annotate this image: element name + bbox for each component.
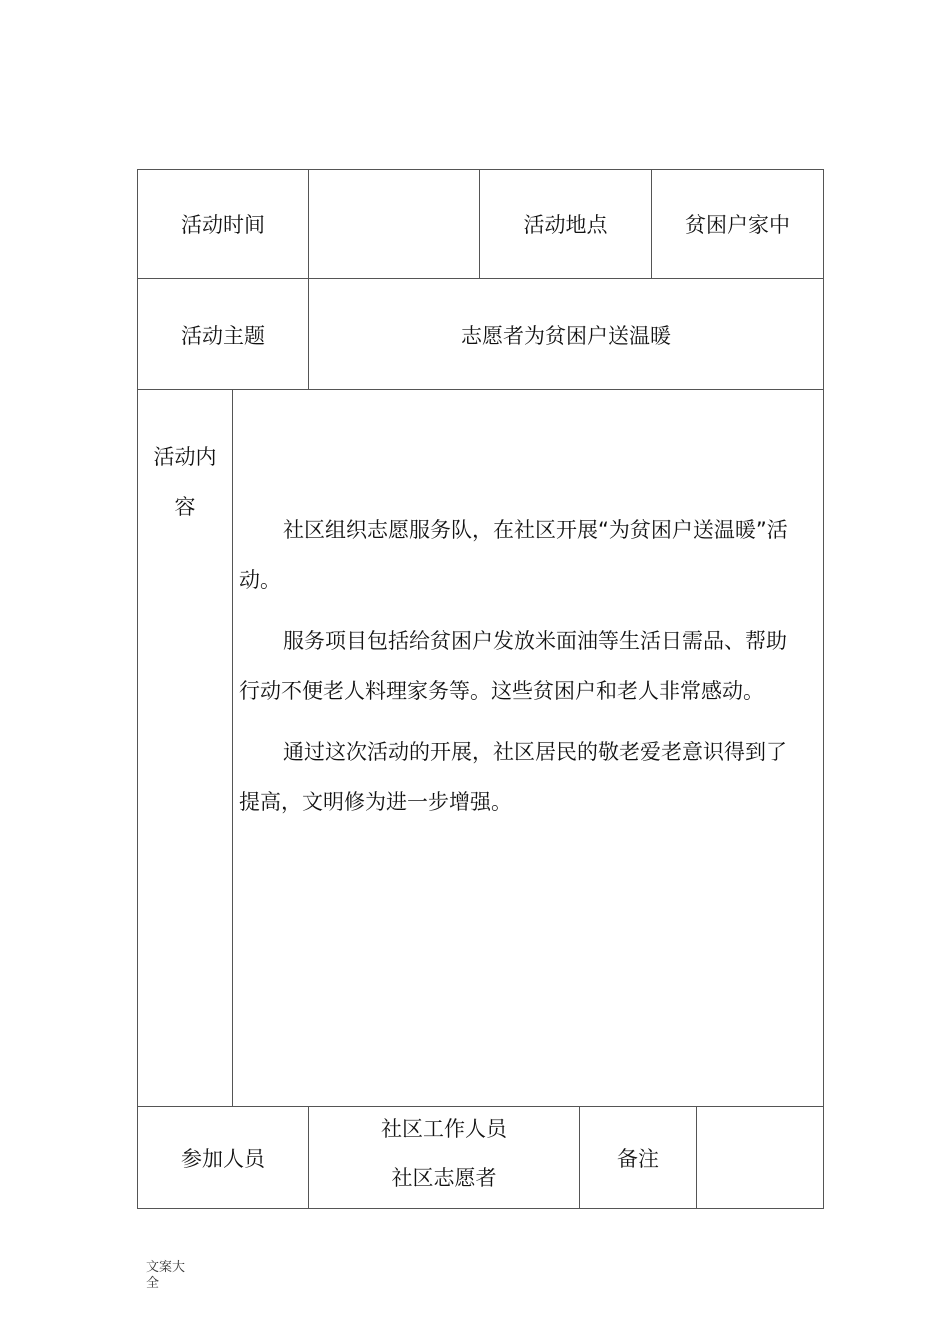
col-divider-r3	[232, 389, 233, 1107]
participants-label: 参加人员	[181, 1147, 265, 1171]
content-paragraph: 通过这次活动的开展，社区居民的敬老爱老意识得到了提高，文明修为进一步增强。	[239, 740, 787, 814]
col-divider-r4-c	[696, 1106, 697, 1209]
col-divider-r1-a	[308, 169, 309, 279]
activity-place-label: 活动地点	[523, 213, 608, 237]
footer-note: 文案大全	[146, 1260, 186, 1291]
activity-content-body	[239, 505, 805, 838]
activity-time-label: 活动时间	[181, 213, 265, 237]
activity-theme-value: 志愿者为贫困户送温暖	[461, 324, 671, 348]
activity-content-label-line2: 容	[174, 495, 196, 519]
row-divider-2	[137, 389, 824, 390]
row-divider-3	[137, 1106, 824, 1107]
content-paragraph: 服务项目包括给贫困户发放米面油等生活日需品、帮助行动不便老人料理家务等。这些贫困户和老人非常感动。	[239, 629, 787, 703]
activity-theme-label: 活动主题	[181, 324, 265, 348]
activity-content-label-line1: 活动内	[153, 445, 217, 469]
activity-place-value: 贫困户家中	[685, 213, 790, 237]
remarks-label: 备注	[617, 1147, 659, 1171]
participants-line-volunteers: 社区志愿者	[391, 1166, 497, 1190]
row-divider-1	[137, 278, 824, 279]
participants-line-staff: 社区工作人员	[381, 1117, 507, 1141]
content-paragraph: 社区组织志愿服务队，在社区开展“为贫困户送温暖”活动。	[239, 518, 788, 592]
